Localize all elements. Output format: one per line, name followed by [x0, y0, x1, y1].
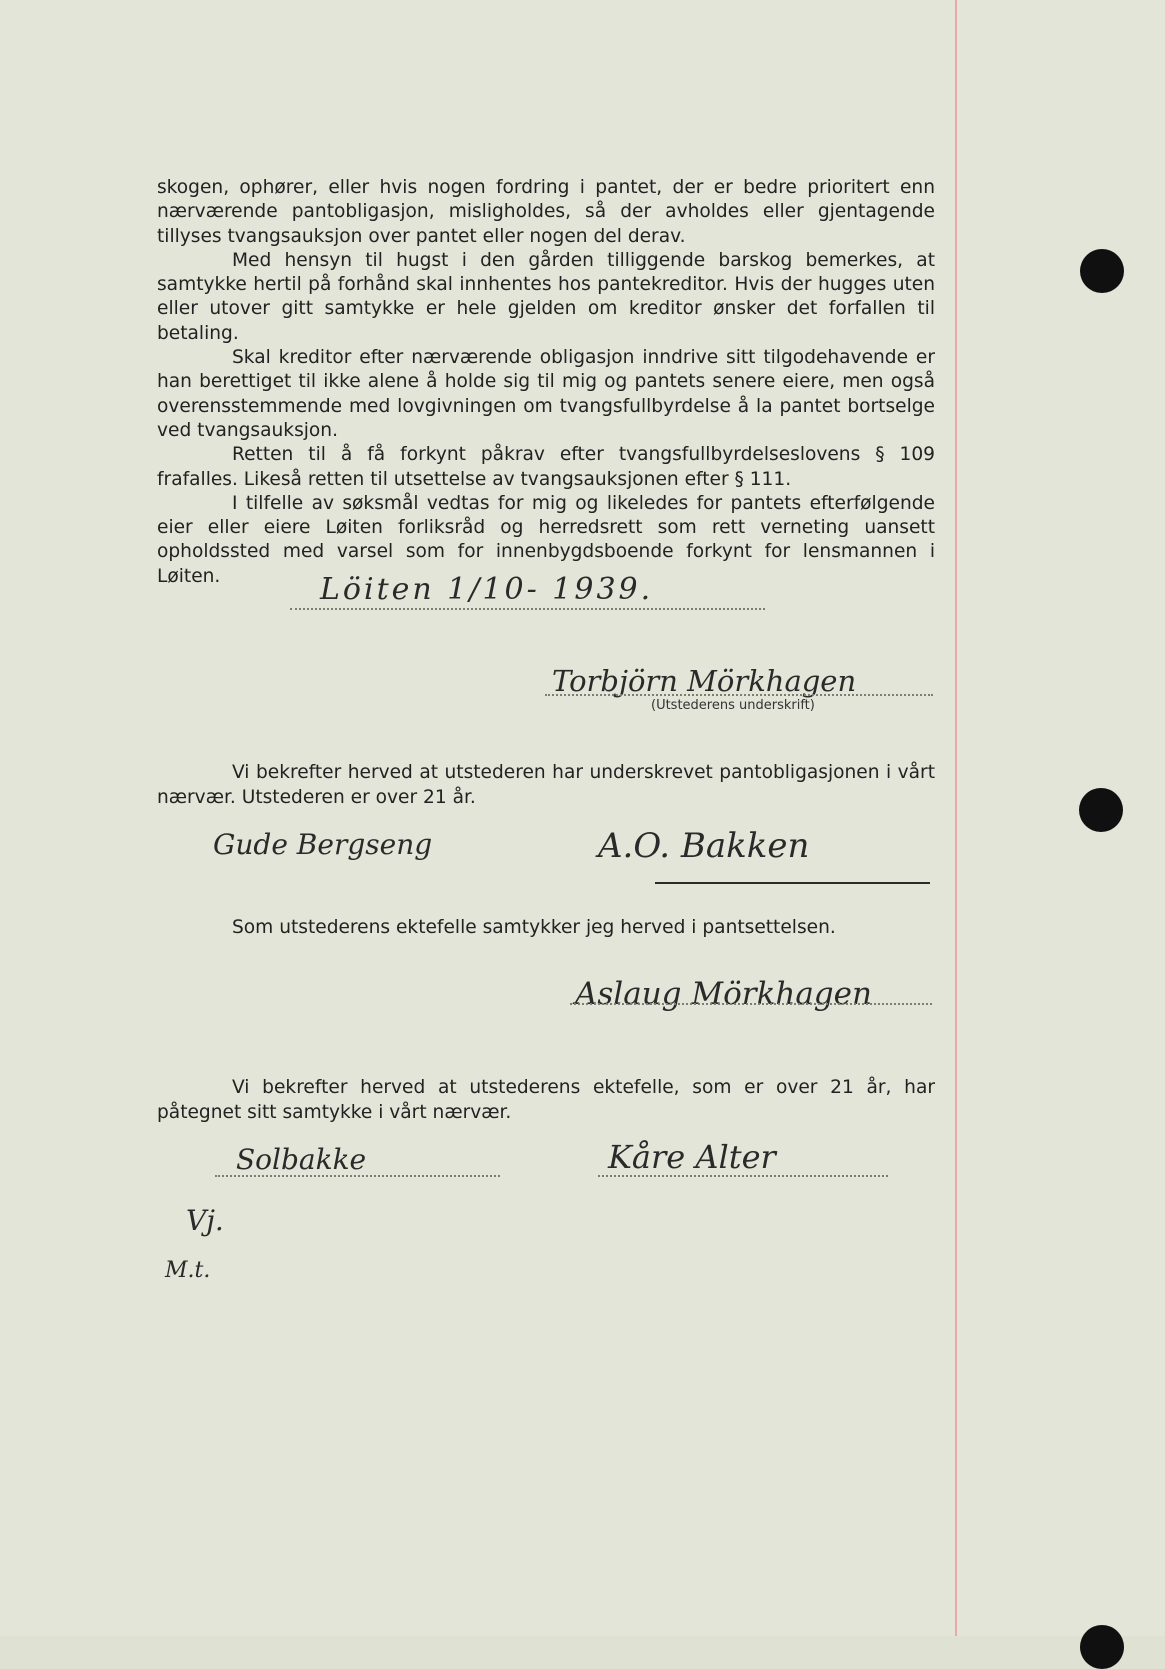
paragraph: skogen, ophører, eller hvis nogen fordring i pantet, der er bedre prioritert enn nærværende pantobligasjon, misligholdes, så der avholdes eller gjentagende tillyses tvangsauksjon over pantet eller nogen del derav.: [157, 177, 935, 247]
place-date: Löiten 1/10- 1939.: [320, 572, 654, 607]
punch-hole: [1079, 788, 1123, 832]
witness-statement-2: Vi bekrefter herved at utstederens ektefelle, som er over 21 år, har påtegnet sitt samtykke i vårt nærvær.: [157, 1077, 935, 1123]
witness-signature-underline: [655, 882, 930, 884]
main-text: [157, 176, 935, 589]
date-line: [290, 608, 765, 610]
punch-hole: [1080, 249, 1124, 293]
paragraph: I tilfelle av søksmål vedtas for mig og likeledes for pantets efterfølgende eier eller eiere Løiten forliksråd og herredsrett som rett verneting uansett opholdssted med varsel som for innenbygdsboende forkynt for lensmannen i Løiten.: [157, 492, 935, 587]
margin-note: Vj.: [186, 1204, 224, 1237]
red-margin-line: [955, 0, 957, 1636]
issuer-signature-line: [545, 694, 933, 696]
spouse-signature: Aslaug Mörkhagen: [575, 976, 872, 1012]
witness-signature-line: [215, 1175, 500, 1177]
witness-signature-1b: A.O. Bakken: [598, 826, 810, 866]
witness-signature-2b: Kåre Alter: [608, 1138, 776, 1176]
issuer-signature: Torbjörn Mörkhagen: [552, 664, 857, 698]
spouse-signature-line: [570, 1003, 932, 1005]
witness-signature-1a: Gude Bergseng: [213, 828, 433, 861]
witness-statement-1: Vi bekrefter herved at utstederen har underskrevet pantobligasjonen i vårt nærvær. Utstederen er over 21 år.: [157, 762, 935, 808]
issuer-label: (Utstederens underskrift): [651, 698, 815, 713]
spouse-consent: Som utstederens ektefelle samtykker jeg herved i pantsettelsen.: [232, 917, 836, 938]
paragraph: Retten til å få forkynt påkrav efter tvangsfullbyrdelseslovens § 109 frafalles. Likeså retten til utsettelse av tvangsauksjonen efter § 111.: [157, 444, 935, 490]
paragraph: Skal kreditor efter nærværende obligasjon inndrive sitt tilgodehavende er han berettiget til ikke alene å holde sig til mig og pantets senere eiere, men også overensstemmende med lovgivningen om tvangsfullbyrdelse å la pantet bortselge ved tvangsauksjon.: [157, 347, 935, 441]
paragraph: Med hensyn til hugst i den gården tilliggende barskog bemerkes, at samtykke hertil på forhånd skal innhentes hos pantekreditor. Hvis der hugges uten eller utover gitt samtykke er hele gjelden om kreditor ønsker det forfallen til betaling.: [157, 249, 935, 344]
punch-hole: [1080, 1625, 1124, 1669]
margin-note: M.t.: [165, 1258, 211, 1283]
witness-signature-2a: Solbakke: [236, 1143, 367, 1176]
witness-signature-line: [598, 1175, 888, 1177]
